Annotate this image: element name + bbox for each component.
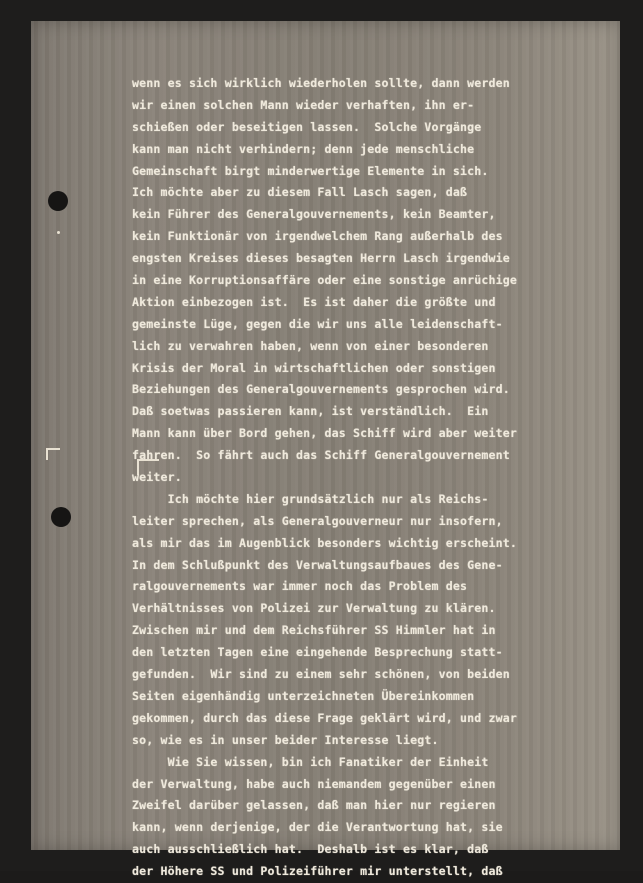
text-line: leiter sprechen, als Generalgouverneur nur insofern, <box>132 513 503 528</box>
text-line: kann, wenn derjenige, der die Verantwortung hat, sie <box>132 820 503 835</box>
punch-hole-bottom <box>51 507 71 527</box>
text-line: Seiten eigenhändig unterzeichneten Übereinkommen <box>132 688 475 703</box>
text-line: engsten Kreises dieses besagten Herrn Lasch irgendwie <box>132 251 510 266</box>
text-line: Ich möchte aber zu diesem Fall Lasch sagen, daß <box>132 185 468 200</box>
text-line: lich zu verwahren haben, wenn von einer besonderen <box>132 338 489 353</box>
text-line: gekommen, durch das diese Frage geklärt wird, und zwar <box>132 710 518 725</box>
text-line: Daß soetwas passieren kann, ist verständlich. Ein <box>132 404 489 419</box>
margin-bracket-mark <box>46 448 60 460</box>
text-line: als mir das im Augenblick besonders wichtig erscheint. <box>132 535 518 550</box>
text-line: Zweifel darüber gelassen, daß man hier nur regieren <box>132 798 496 813</box>
text-line: Wie Sie wissen, bin ich Fanatiker der Einheit <box>132 754 489 769</box>
text-line: kann man nicht verhindern; denn jede menschliche <box>132 141 475 156</box>
typewritten-text <box>132 73 602 883</box>
text-line: schießen oder beseitigen lassen. Solche Vorgänge <box>132 119 482 134</box>
text-line: Aktion einbezogen ist. Es ist daher die größte und <box>132 294 496 309</box>
document-page <box>31 21 620 879</box>
text-line: Ich möchte hier grundsätzlich nur als Reichs- <box>132 491 489 506</box>
text-line: der Höhere SS und Polizeiführer mir unterstellt, daß <box>132 864 503 879</box>
text-line: weiter. <box>132 470 182 485</box>
text-line: den letzten Tagen eine eingehende Besprechung statt- <box>132 645 503 660</box>
text-line: kein Funktionär von irgendwelchem Rang außerhalb des <box>132 229 503 244</box>
text-line: Zwischen mir und dem Reichsführer SS Himmler hat in <box>132 623 496 638</box>
text-line: wir einen solchen Mann wieder verhaften, ihn er- <box>132 97 475 112</box>
text-line: ralgouvernements war immer noch das Problem des <box>132 579 468 594</box>
text-line: auch ausschließlich hat. Deshalb ist es klar, daß <box>132 842 489 857</box>
paper-speck <box>57 231 60 234</box>
text-line: Krisis der Moral in wirtschaftlichen oder sonstigen <box>132 360 496 375</box>
text-line: in eine Korruptionsaffäre oder eine sonstige anrüchige <box>132 273 518 288</box>
text-line: Beziehungen des Generalgouvernements gesprochen wird. <box>132 382 510 397</box>
text-line: gemeinste Lüge, gegen die wir uns alle leidenschaft- <box>132 316 503 331</box>
text-line: fahren. So fährt auch das Schiff Generalgouvernement <box>132 448 510 463</box>
text-line: In dem Schlußpunkt des Verwaltungsaufbaues des Gene- <box>132 557 503 572</box>
text-line: Mann kann über Bord gehen, das Schiff wird aber weiter <box>132 426 518 441</box>
text-line: der Verwaltung, habe auch niemandem gegenüber einen <box>132 776 496 791</box>
text-line: Verhältnisses von Polizei zur Verwaltung zu klären. <box>132 601 496 616</box>
text-line: Gemeinschaft birgt minderwertige Elemente in sich. <box>132 163 489 178</box>
text-line: kein Führer des Generalgouvernements, kein Beamter, <box>132 207 496 222</box>
text-line: gefunden. Wir sind zu einem sehr schönen, von beiden <box>132 667 510 682</box>
text-line: so, wie es in unser beider Interesse liegt. <box>132 732 439 747</box>
text-line: wenn es sich wirklich wiederholen sollte, dann werden <box>132 76 510 90</box>
punch-hole-top <box>48 191 68 211</box>
